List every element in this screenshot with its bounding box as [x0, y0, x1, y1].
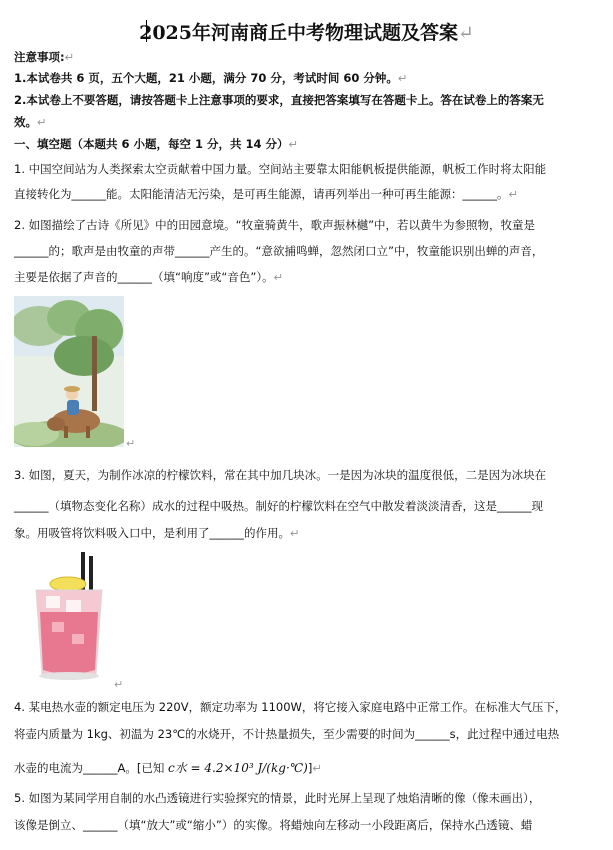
section-1-heading [14, 137, 601, 152]
paragraph-mark-icon: ↵ [508, 187, 519, 201]
paragraph-mark-icon: ↵ [290, 526, 300, 540]
question-5-line-1 [14, 791, 601, 806]
paragraph-mark-icon: ↵ [288, 137, 299, 151]
q2-line-a: 2. 如图描绘了古诗《所见》中的田园意境。“牧童骑黄牛，歌声振林樾”中，若以黄牛为参照物，牧童是 [14, 218, 536, 232]
q1-line-b: 直接转化为______能。太阳能清洁无污染，是可再生能源，请再列举出一种可再生能源：______。 [14, 187, 509, 201]
q2-line-b: ______的；歌声是由牧童的声带______产生的。“意欲捕鸣蝉，忽然闭口立”中，牧童能识别出蝉的声音， [14, 244, 544, 258]
q3-line-b: ______（填物态变化名称）成水的过程中吸热。制好的柠檬饮料在空气中散发着淡淡清香，这是______现 [14, 499, 543, 513]
question-3-line-3 [14, 526, 601, 541]
q4-line-a: 4. 某电热水壶的额定电压为 220V，额定功率为 1100W，将它接入家庭电路中正常工作。在标准大气压下， [14, 700, 567, 714]
notice-header-text: 注意事项: [14, 50, 65, 64]
paragraph-mark-icon: ↵ [64, 50, 75, 64]
section-1-text: 一、填空题（本题共 6 小题，每空 1 分，共 14 分） [14, 137, 289, 151]
question-4-line-3 [14, 761, 601, 776]
notice-item-1 [14, 71, 601, 86]
lemon-drink-illustration [26, 552, 116, 682]
question-5-line-2 [14, 818, 601, 833]
page-title [0, 18, 613, 45]
q4-line-c-pre: 水壶的电流为______A。[已知 [14, 761, 165, 775]
question-3-line-2 [14, 499, 601, 514]
cowherd-ox-illustration [14, 296, 124, 447]
paragraph-mark-icon: ↵ [114, 678, 124, 691]
paragraph-mark-icon: ↵ [126, 437, 136, 450]
q5-line-a: 5. 如图为某同学用自制的水凸透镜进行实验探究的情景，此时光屏上呈现了烛焰清晰的像（像未画出）， [14, 791, 541, 805]
q3-line-a: 3. 如图，夏天，为制作冰凉的柠檬饮料，常在其中加几块冰。一是因为冰块的温度很低，二是因为冰块在 [14, 468, 547, 482]
paragraph-mark-icon: ↵ [457, 22, 474, 44]
question-4-line-2 [14, 727, 601, 742]
question-2-line-1 [14, 218, 601, 233]
q3-line-c: 象。用吸管将饮料吸入口中，是利用了______的作用。 [14, 526, 290, 540]
question-1-line-2 [14, 187, 601, 202]
paragraph-mark-icon: ↵ [397, 71, 408, 85]
question-4-line-1 [14, 700, 601, 715]
specific-heat-formula: c水 = 4.2×10³ J/(kg·℃) [168, 761, 308, 775]
notice-1-text: 1.本试卷共 6 页，五个大题，21 小题，满分 70 分，考试时间 60 分钟。 [14, 71, 398, 85]
question-3-line-1 [14, 468, 601, 483]
paragraph-mark-icon: ↵ [273, 270, 284, 284]
question-2-line-2 [14, 244, 601, 259]
notice-item-2b [14, 115, 601, 130]
q5-line-b: 该像是倒立、______（填“放大”或“缩小”）的实像。将蜡烛向左移动一小段距离后，保持水凸透镜、蜡 [14, 818, 533, 832]
paragraph-mark-icon: ↵ [312, 761, 323, 775]
title-text: 2025年河南商丘中考物理试题及答案 [139, 22, 458, 44]
q1-line-a: 1. 中国空间站为人类探索太空贡献着中国力量。空间站主要靠太阳能帆板提供能源，帆板工作时将太阳能 [14, 162, 547, 176]
notice-item-2a [14, 93, 601, 108]
q2-line-c: 主要是依据了声音的______（填“响度”或“音色”）。 [14, 270, 274, 284]
q4-line-c-post: ] [307, 761, 313, 775]
question-1-line-1 [14, 162, 601, 177]
paragraph-mark-icon: ↵ [37, 115, 47, 129]
q4-line-b: 将壶内质量为 1kg、初温为 23℃的水烧开，不计热量损失，至少需要的时间为______s，此过程中通过电热 [14, 727, 560, 741]
question-2-line-3 [14, 270, 601, 285]
notice-2b-text: 效。 [14, 115, 37, 129]
notice-2a-text: 2.本试卷上不要答题，请按答题卡上注意事项的要求，直接把答案填写在答题卡上。答在试卷上的答案无 [14, 93, 544, 107]
notice-header [14, 50, 601, 65]
